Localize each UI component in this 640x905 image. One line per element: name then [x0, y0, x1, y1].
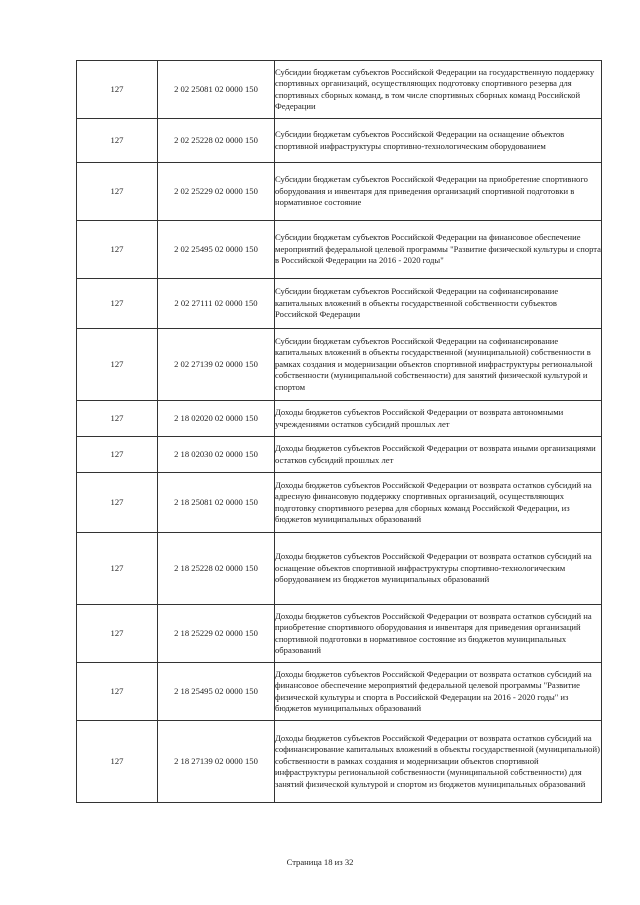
revenue-code-cell: 2 02 25228 02 0000 150	[158, 119, 275, 163]
description-cell: Субсидии бюджетам субъектов Российской Федерации на оснащение объектов спортивной инфраструктуры спортивно-технологическим оборудованием	[275, 119, 602, 163]
table-row	[77, 533, 602, 605]
revenue-code-cell: 2 18 25495 02 0000 150	[158, 663, 275, 721]
table-row	[77, 663, 602, 721]
table-row	[77, 61, 602, 119]
table-row	[77, 721, 602, 803]
revenue-code-cell: 2 02 27111 02 0000 150	[158, 279, 275, 329]
admin-code-cell: 127	[77, 401, 158, 437]
revenue-code-cell: 2 18 25228 02 0000 150	[158, 533, 275, 605]
table-row	[77, 119, 602, 163]
revenue-code-cell: 2 18 27139 02 0000 150	[158, 721, 275, 803]
admin-code-cell: 127	[77, 663, 158, 721]
description-cell: Доходы бюджетов субъектов Российской Федерации от возврата остатков субсидий на софинансирование капитальных вложений в объекты государственной (муниципальной) собственности в рамках создания и модернизации объектов спортивной инфраструктуры региональной собственности (муниципальной собственности) для занятий физической культурой и спортом из бюджетов муниципальных образований	[275, 721, 602, 803]
page-number: Страница 18 из 32	[286, 857, 354, 867]
table-row	[77, 473, 602, 533]
table-row	[77, 329, 602, 401]
description-cell: Субсидии бюджетам субъектов Российской Федерации на приобретение спортивного оборудования и инвентаря для приведения организаций спортивной подготовки в нормативное состояние	[275, 163, 602, 221]
revenue-code-cell: 2 02 25495 02 0000 150	[158, 221, 275, 279]
description-cell: Доходы бюджетов субъектов Российской Федерации от возврата иными организациями остатков субсидий прошлых лет	[275, 437, 602, 473]
table-row	[77, 437, 602, 473]
revenue-code-cell: 2 18 02020 02 0000 150	[158, 401, 275, 437]
description-cell: Доходы бюджетов субъектов Российской Федерации от возврата остатков субсидий на приобретение спортивного оборудования и инвентаря для приведения организаций спортивной подготовки в нормативное состояние из бюджетов муниципальных образований	[275, 605, 602, 663]
admin-code-cell: 127	[77, 279, 158, 329]
description-cell: Доходы бюджетов субъектов Российской Федерации от возврата автономными учреждениями остатков субсидий прошлых лет	[275, 401, 602, 437]
revenue-code-cell: 2 18 25229 02 0000 150	[158, 605, 275, 663]
admin-code-cell: 127	[77, 605, 158, 663]
description-cell: Субсидии бюджетам субъектов Российской Федерации на государственную поддержку спортивных организаций, осуществляющих подготовку спортивного резерва для спортивных сборных команд, в том числе спортивных сборных команд Российской Федерации	[275, 61, 602, 119]
table-row	[77, 401, 602, 437]
admin-code-cell: 127	[77, 163, 158, 221]
table-row	[77, 279, 602, 329]
table-row	[77, 221, 602, 279]
description-cell: Доходы бюджетов субъектов Российской Федерации от возврата остатков субсидий на адресную финансовую поддержку спортивных организаций, осуществляющих подготовку спортивного резерва для сборных команд Российской Федерации, из бюджетов муниципальных образований	[275, 473, 602, 533]
description-cell: Субсидии бюджетам субъектов Российской Федерации на софинансирование капитальных вложений в объекты государственной (муниципальной) собственности в рамках создания и модернизации объектов спортивной инфраструктуры региональной собственности (муниципальной собственности) для занятий физической культурой и спортом	[275, 329, 602, 401]
table-row	[77, 605, 602, 663]
admin-code-cell: 127	[77, 473, 158, 533]
description-cell: Субсидии бюджетам субъектов Российской Федерации на софинансирование капитальных вложений в объекты государственной собственности субъектов Российской Федерации	[275, 279, 602, 329]
admin-code-cell: 127	[77, 61, 158, 119]
revenue-codes-table	[76, 60, 602, 803]
revenue-code-cell: 2 18 25081 02 0000 150	[158, 473, 275, 533]
revenue-code-cell: 2 02 27139 02 0000 150	[158, 329, 275, 401]
revenue-code-cell: 2 02 25081 02 0000 150	[158, 61, 275, 119]
admin-code-cell: 127	[77, 221, 158, 279]
admin-code-cell: 127	[77, 329, 158, 401]
description-cell: Доходы бюджетов субъектов Российской Федерации от возврата остатков субсидий на финансовое обеспечение мероприятий федеральной целевой программы "Развитие физической культуры и спорта в Российской Федерации на 2016 - 2020 годы" из бюджетов муниципальных образований	[275, 663, 602, 721]
admin-code-cell: 127	[77, 119, 158, 163]
admin-code-cell: 127	[77, 533, 158, 605]
revenue-code-cell: 2 02 25229 02 0000 150	[158, 163, 275, 221]
description-cell: Доходы бюджетов субъектов Российской Федерации от возврата остатков субсидий на оснащение объектов спортивной инфраструктуры спортивно-технологическим оборудованием из бюджетов муниципальных образований	[275, 533, 602, 605]
table-body	[77, 61, 602, 803]
admin-code-cell: 127	[77, 437, 158, 473]
admin-code-cell: 127	[77, 721, 158, 803]
table-row	[77, 163, 602, 221]
revenue-code-cell: 2 18 02030 02 0000 150	[158, 437, 275, 473]
document-sheet	[76, 60, 602, 803]
description-cell: Субсидии бюджетам субъектов Российской Федерации на финансовое обеспечение мероприятий федеральной целевой программы "Развитие физической культуры и спорта в Российской Федерации на 2016 - 2020 годы"	[275, 221, 602, 279]
